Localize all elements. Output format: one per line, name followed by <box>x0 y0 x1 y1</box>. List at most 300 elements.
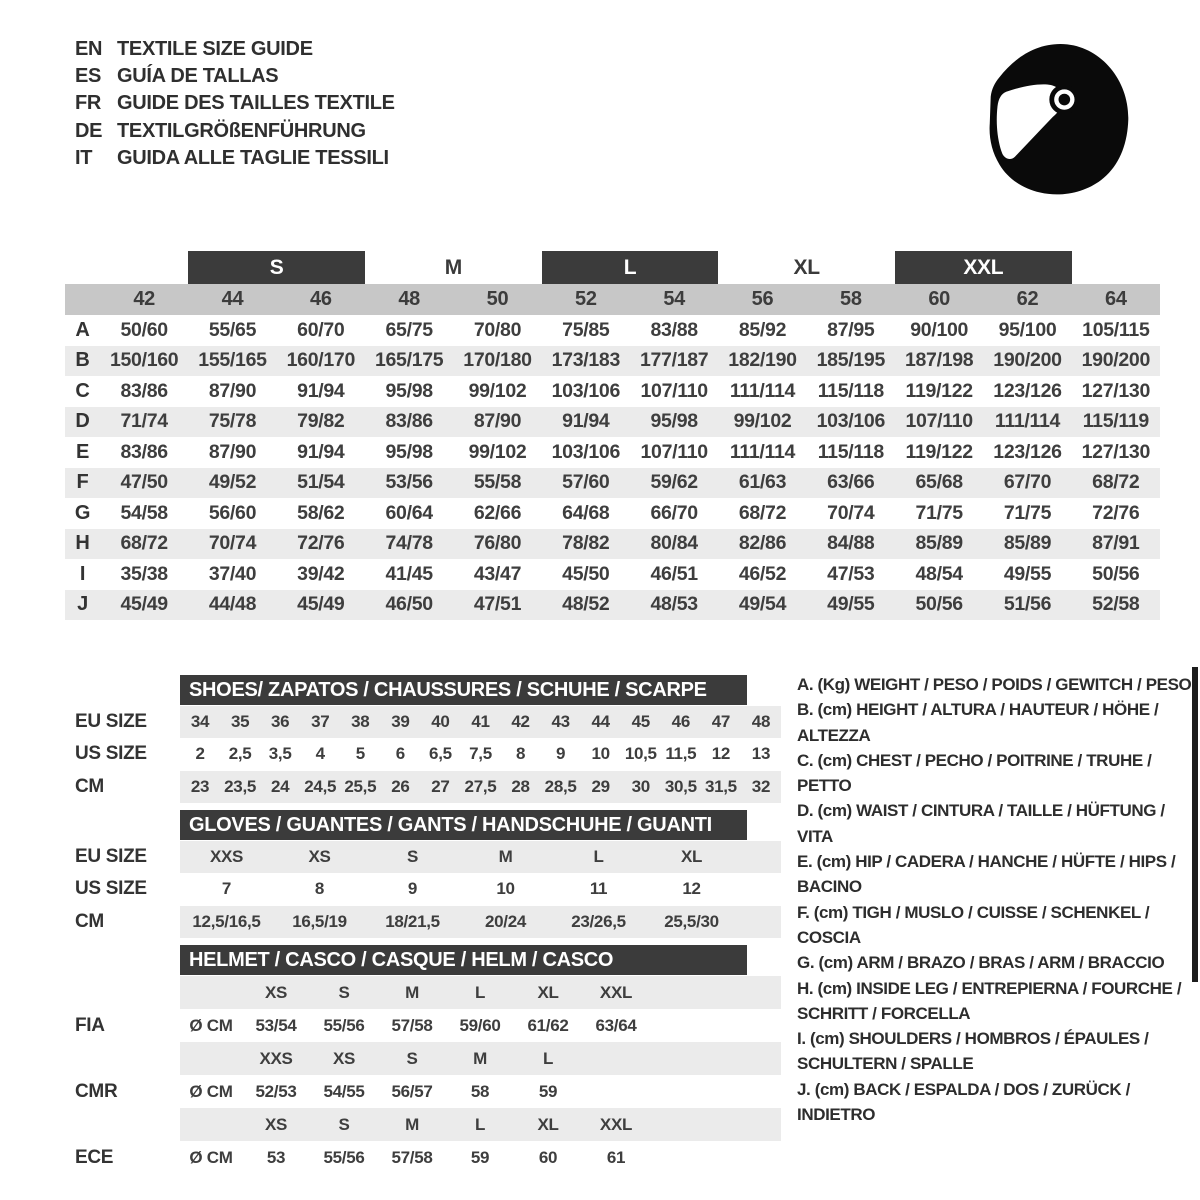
measure-value-cell: 83/88 <box>650 318 698 341</box>
size-cell: M <box>405 1114 419 1134</box>
size-cell: 55/56 <box>323 1015 365 1035</box>
language-code: ES <box>75 65 102 88</box>
measure-value-cell: 70/80 <box>473 318 522 341</box>
measure-value-cell: 49/55 <box>1003 562 1052 585</box>
measure-value-cell: 75/78 <box>208 410 257 433</box>
size-cell: 8 <box>314 879 325 899</box>
row-cells <box>180 906 781 938</box>
page-edge-line <box>1192 667 1198 982</box>
measure-row <box>65 315 1160 346</box>
row-label: CM <box>75 775 104 797</box>
size-cell: 43 <box>551 712 570 732</box>
size-cell: 7,5 <box>469 744 492 764</box>
row-label: US SIZE <box>75 743 147 765</box>
size-cell: 57/58 <box>391 1015 433 1035</box>
size-cell: 11,5 <box>665 744 697 764</box>
measure-value-cell: 177/187 <box>639 349 709 372</box>
size-group-label: L <box>542 251 719 284</box>
shoes-table-title: SHOES/ ZAPATOS / CHAUSSURES / SCHUHE / SCARPE <box>180 675 747 705</box>
row-cells <box>180 738 781 770</box>
measure-key-cell: H <box>75 532 90 555</box>
measure-value-cell: 160/170 <box>286 349 356 372</box>
table-row <box>75 1009 781 1042</box>
legend-item <box>797 1026 1197 1077</box>
row-cells <box>180 771 781 803</box>
measure-value-cell: 103/106 <box>551 379 621 402</box>
gloves-rows <box>75 841 781 938</box>
size-cell: S <box>406 1048 418 1068</box>
measure-row <box>65 529 1160 560</box>
language-code: DE <box>75 119 103 142</box>
legend-item <box>797 976 1197 1027</box>
gloves-table-title: GLOVES / GUANTES / GANTS / HANDSCHUHE / GUANTI <box>180 810 747 840</box>
language-row <box>75 90 395 117</box>
size-number-cell: 54 <box>663 288 685 310</box>
measure-value-cell: 111/114 <box>729 440 796 463</box>
size-number-cell: 42 <box>133 288 155 310</box>
racing-helmet-icon <box>982 36 1137 196</box>
measure-key-cell: E <box>75 440 90 463</box>
table-row <box>75 1075 781 1108</box>
measure-value-cell: 187/198 <box>904 349 974 372</box>
legend-line: J. (cm) BACK / ESPALDA / DOS / ZURÜCK / INDIETRO <box>797 1079 1130 1125</box>
row-label: EU SIZE <box>75 711 147 733</box>
measure-value-cell: 111/114 <box>994 410 1061 433</box>
legend-item <box>797 697 1197 748</box>
row-cells <box>180 1141 781 1174</box>
measure-value-cell: 85/92 <box>738 318 787 341</box>
measure-value-cell: 47/51 <box>473 593 522 616</box>
measure-value-cell: 103/106 <box>551 440 621 463</box>
shoes-rows <box>75 706 781 803</box>
measure-key-cell: I <box>79 562 86 585</box>
size-cell <box>582 1042 650 1075</box>
measure-value-cell: 111/114 <box>729 379 796 402</box>
measure-value-cell: 87/95 <box>827 318 875 341</box>
language-label: TEXTILGRÖßENFÜHRUNG <box>117 119 366 142</box>
measure-value-cell: 87/90 <box>473 410 522 433</box>
size-cell: XXL <box>599 982 633 1002</box>
size-cell: 4 <box>315 744 325 764</box>
row-cells <box>180 1042 781 1075</box>
size-cell: M <box>405 982 419 1002</box>
measure-row <box>65 376 1160 407</box>
measurement-rows <box>65 315 1160 620</box>
measure-value-cell: 50/56 <box>915 593 963 616</box>
measure-value-cell: 45/49 <box>297 593 345 616</box>
measure-key-cell: B <box>75 349 90 372</box>
measure-value-cell: 190/200 <box>993 349 1062 372</box>
measure-value-cell: 90/100 <box>910 318 969 341</box>
size-cell: 59/60 <box>459 1015 501 1035</box>
measure-value-cell: 49/54 <box>738 593 787 616</box>
measure-value-cell: 107/110 <box>905 410 973 433</box>
measure-value-cell: 53/56 <box>385 471 433 494</box>
size-cell: 59 <box>538 1081 558 1101</box>
legend-line: G. (cm) ARM / BRAZO / BRAS / ARM / BRACCIO <box>797 953 1165 973</box>
size-cell: 8 <box>515 744 526 764</box>
measure-value-cell: 127/130 <box>1081 440 1151 463</box>
legend-item <box>797 900 1197 951</box>
measure-value-cell: 83/86 <box>120 379 168 402</box>
row-label: CM <box>75 910 104 932</box>
measure-value-cell: 87/90 <box>208 440 257 463</box>
size-cell: 39 <box>391 712 410 732</box>
size-cell: 38 <box>351 712 370 732</box>
size-cell: 35 <box>230 712 250 732</box>
language-label: GUIDA ALLE TAGLIE TESSILI <box>117 146 389 169</box>
size-cell: 40 <box>431 712 450 732</box>
language-label: TEXTILE SIZE GUIDE <box>117 38 313 61</box>
table-row <box>75 906 781 938</box>
size-cell: 56/57 <box>391 1081 433 1101</box>
measure-value-cell: 67/70 <box>1003 471 1052 494</box>
measure-value-cell: 78/82 <box>562 532 610 555</box>
measure-value-cell: 95/98 <box>385 440 433 463</box>
measure-value-cell: 71/74 <box>120 410 168 433</box>
measure-value-cell: 165/175 <box>374 349 444 372</box>
size-cell: 18/21,5 <box>385 911 440 931</box>
measure-value-cell: 99/102 <box>468 379 527 402</box>
table-row <box>75 771 781 803</box>
legend-item <box>797 748 1197 799</box>
measure-value-cell: 39/42 <box>297 562 345 585</box>
language-label: GUÍA DE TALLAS <box>117 65 279 88</box>
size-cell: 6,5 <box>429 744 452 764</box>
measure-value-cell: 173/183 <box>551 349 621 372</box>
size-cell: L <box>474 982 486 1002</box>
size-cell: Ø CM <box>189 1081 233 1101</box>
measure-value-cell: 61/63 <box>738 471 787 494</box>
measure-value-cell: 91/94 <box>562 410 610 433</box>
size-cell: 24 <box>271 776 290 796</box>
measure-value-cell: 95/98 <box>650 410 698 433</box>
measure-value-cell: 115/119 <box>1082 410 1149 433</box>
size-cell: Ø CM <box>189 1015 233 1035</box>
size-cell: 16,5/19 <box>292 911 347 931</box>
measure-value-cell: 71/75 <box>1003 501 1052 524</box>
size-cell: 25,5/30 <box>664 911 719 931</box>
measure-value-cell: 95/100 <box>998 318 1057 341</box>
row-cells <box>180 1009 781 1042</box>
measure-value-cell: 50/60 <box>120 318 168 341</box>
measure-value-cell: 60/64 <box>385 501 433 524</box>
helmet-rows <box>75 976 781 1175</box>
measure-value-cell: 91/94 <box>297 440 345 463</box>
size-number-cell: 46 <box>310 288 332 310</box>
size-cell: 23,5 <box>224 776 257 796</box>
measure-value-cell: 82/86 <box>738 532 787 555</box>
size-cell: M <box>498 847 513 867</box>
size-cell: 25,5 <box>344 776 377 796</box>
row-cells <box>180 1108 781 1141</box>
size-group-label: M <box>444 255 462 279</box>
measure-value-cell: 70/74 <box>827 501 875 524</box>
row-cells <box>180 706 781 738</box>
measure-value-cell: 83/86 <box>385 410 433 433</box>
size-cell: 57/58 <box>391 1148 433 1168</box>
size-cell: 10 <box>496 879 515 899</box>
size-cell: XL <box>537 982 559 1002</box>
size-number-cell: 50 <box>486 288 509 310</box>
legend-line: B. (cm) HEIGHT / ALTURA / HAUTEUR / HÖHE / ALTEZZA <box>797 700 1159 745</box>
measure-value-cell: 107/110 <box>640 440 708 463</box>
corner-cell <box>65 284 100 315</box>
size-cell: 28 <box>511 776 530 796</box>
measure-value-cell: 48/53 <box>650 593 698 616</box>
helmet-table-title: HELMET / CASCO / CASQUE / HELM / CASCO <box>180 945 747 975</box>
size-cell: 6 <box>395 744 405 764</box>
measure-value-cell: 64/68 <box>562 501 610 524</box>
size-cell: 61/62 <box>527 1015 569 1035</box>
size-cell: 30 <box>631 776 650 796</box>
size-cell: 37 <box>311 712 330 732</box>
size-group-label: S <box>188 251 365 284</box>
legend-line: I. (cm) SHOULDERS / HOMBROS / ÉPAULES / <box>797 1029 1149 1049</box>
measure-value-cell: 119/122 <box>905 440 973 463</box>
measure-value-cell: 63/66 <box>827 471 875 494</box>
language-row <box>75 118 395 145</box>
measure-value-cell: 182/190 <box>728 349 797 372</box>
measure-value-cell: 87/90 <box>208 379 257 402</box>
measure-value-cell: 57/60 <box>562 471 610 494</box>
measure-value-cell: 87/91 <box>1092 532 1140 555</box>
measure-value-cell: 185/195 <box>816 349 886 372</box>
measure-value-cell: 119/122 <box>905 379 973 402</box>
size-cell: 10,5 <box>624 744 657 764</box>
language-label: GUIDE DES TAILLES TEXTILE <box>117 92 395 115</box>
measure-value-cell: 150/160 <box>109 349 179 372</box>
measure-value-cell: 55/65 <box>208 318 257 341</box>
size-cell: 7 <box>221 879 232 899</box>
size-cell: XS <box>264 1114 288 1134</box>
table-row <box>75 706 781 738</box>
size-cell: 48 <box>751 712 771 732</box>
size-number-cell: 44 <box>221 288 244 310</box>
measure-key-cell: F <box>76 471 89 494</box>
row-label: CMR <box>75 1080 118 1102</box>
measure-value-cell: 62/66 <box>473 501 522 524</box>
size-cell: 45 <box>631 712 650 732</box>
legend-item <box>797 1077 1197 1128</box>
row-label: FIA <box>75 1014 105 1036</box>
measure-value-cell: 58/62 <box>297 501 345 524</box>
measure-value-cell: 51/56 <box>1003 593 1052 616</box>
size-cell: 44 <box>591 712 610 732</box>
measure-value-cell: 127/130 <box>1081 379 1151 402</box>
legend-line: H. (cm) INSIDE LEG / ENTREPIERNA / FOURCHE / <box>797 978 1182 998</box>
row-cells <box>180 873 781 905</box>
legend-line: C. (cm) CHEST / PECHO / POITRINE / TRUHE / PETTO <box>797 750 1152 796</box>
measure-value-cell: 35/38 <box>120 562 168 585</box>
measure-value-cell: 72/76 <box>1092 501 1140 524</box>
size-cell: 9 <box>556 744 566 764</box>
legend-line: E. (cm) HIP / CADERA / HANCHE / HÜFTE / HIPS / BACINO <box>797 852 1176 897</box>
legend-item <box>797 950 1197 975</box>
numeric-size-band <box>65 284 1160 315</box>
legend-item <box>797 672 1197 697</box>
size-number-cell: 62 <box>1016 288 1039 310</box>
row-label: ECE <box>75 1147 114 1169</box>
measure-value-cell: 76/80 <box>473 532 522 555</box>
size-cell: 12 <box>711 744 731 764</box>
size-cell: XL <box>537 1114 559 1134</box>
measure-value-cell: 48/52 <box>562 593 610 616</box>
size-cell: 13 <box>751 744 771 764</box>
size-cell: 53 <box>266 1148 286 1168</box>
size-cell: 23/26,5 <box>571 911 626 931</box>
size-cell: 52/53 <box>255 1081 297 1101</box>
row-cells <box>180 1075 781 1108</box>
size-cell: XXL <box>599 1114 633 1134</box>
measure-value-cell: 155/165 <box>198 349 267 372</box>
measure-value-cell: 170/180 <box>463 349 532 372</box>
size-cell: 54/55 <box>323 1081 365 1101</box>
measure-value-cell: 47/53 <box>827 562 875 585</box>
row-cells <box>180 841 781 873</box>
size-cell: XL <box>680 847 703 867</box>
size-group-label: XL <box>793 255 820 279</box>
measure-key-cell: G <box>74 501 91 524</box>
size-cell: 12 <box>682 879 701 899</box>
measure-value-cell: 66/70 <box>650 501 698 524</box>
measure-value-cell: 74/78 <box>385 532 433 555</box>
measure-row <box>65 590 1160 621</box>
measure-value-cell: 115/118 <box>817 379 884 402</box>
measure-value-cell: 55/58 <box>473 471 522 494</box>
size-cell: 28,5 <box>544 776 577 796</box>
measure-key-cell: D <box>75 410 90 433</box>
measure-value-cell: 47/50 <box>120 471 168 494</box>
measure-value-cell: 103/106 <box>816 410 886 433</box>
size-cell: 55/56 <box>323 1148 365 1168</box>
measure-value-cell: 107/110 <box>640 379 708 402</box>
size-cell: XXS <box>209 847 244 867</box>
size-cell: 36 <box>271 712 290 732</box>
measure-key-cell: J <box>77 593 88 616</box>
measure-value-cell: 84/88 <box>827 532 875 555</box>
table-row <box>75 1141 781 1174</box>
row-label <box>75 1108 180 1141</box>
measure-value-cell: 52/58 <box>1092 593 1140 616</box>
size-cell <box>180 976 242 1009</box>
measure-value-cell: 80/84 <box>650 532 698 555</box>
measure-key-cell: A <box>75 318 90 341</box>
measure-row <box>65 559 1160 590</box>
legend-item <box>797 798 1197 849</box>
size-cell: XS <box>308 847 331 867</box>
size-cell: 3,5 <box>268 744 292 764</box>
size-cell: 60 <box>538 1148 558 1168</box>
size-cell <box>180 1108 242 1141</box>
table-row <box>75 738 781 770</box>
row-label: US SIZE <box>75 878 147 900</box>
measure-value-cell: 45/50 <box>562 562 610 585</box>
size-number-cell: 60 <box>928 288 950 310</box>
size-cell: 30,5 <box>664 776 697 796</box>
measure-value-cell: 68/72 <box>738 501 787 524</box>
measure-value-cell: 43/47 <box>473 562 522 585</box>
size-cell: S <box>338 982 350 1002</box>
row-label <box>75 1042 180 1075</box>
size-group-label: XXL <box>895 251 1072 284</box>
measure-value-cell: 56/60 <box>208 501 257 524</box>
size-cell: 23 <box>190 776 210 796</box>
measure-value-cell: 59/62 <box>650 471 698 494</box>
size-cell: 59 <box>470 1148 490 1168</box>
size-cell: 46 <box>671 712 690 732</box>
size-cell: 47 <box>711 712 731 732</box>
measure-value-cell: 85/89 <box>915 532 963 555</box>
table-row <box>75 976 781 1009</box>
language-title-list <box>75 36 395 172</box>
size-number-cell: 48 <box>398 288 420 310</box>
size-cell: 63/64 <box>595 1015 637 1035</box>
measure-value-cell: 70/74 <box>208 532 257 555</box>
measure-value-cell: 51/54 <box>297 471 345 494</box>
measure-row <box>65 407 1160 438</box>
measure-value-cell: 123/126 <box>993 379 1062 402</box>
measure-value-cell: 44/48 <box>208 593 257 616</box>
size-cell: 20/24 <box>484 911 527 931</box>
size-cell: 10 <box>591 744 610 764</box>
measure-value-cell: 95/98 <box>385 379 433 402</box>
size-cell: 29 <box>591 776 610 796</box>
measure-value-cell: 85/89 <box>1003 532 1052 555</box>
size-cell: 27,5 <box>464 776 497 796</box>
measure-value-cell: 54/58 <box>120 501 168 524</box>
size-cell: 42 <box>511 712 530 732</box>
size-number-cell: 58 <box>840 288 862 310</box>
measure-row <box>65 468 1160 499</box>
size-cell: L <box>474 1114 486 1134</box>
size-number-cell: 56 <box>751 288 774 310</box>
measure-value-cell: 37/40 <box>208 562 257 585</box>
row-cells <box>180 976 781 1009</box>
measure-value-cell: 48/54 <box>915 562 963 585</box>
language-row <box>75 63 395 90</box>
size-cell: 34 <box>190 712 210 732</box>
size-cell: XXS <box>259 1048 293 1068</box>
table-row <box>75 1108 781 1141</box>
size-cell: 41 <box>471 712 490 732</box>
measure-value-cell: 41/45 <box>385 562 433 585</box>
size-cell: 2 <box>195 744 205 764</box>
size-cell: L <box>593 847 604 867</box>
table-row <box>75 841 781 873</box>
legend-line: D. (cm) WAIST / CINTURA / TAILLE / HÜFTUNG / VITA <box>797 801 1165 846</box>
size-cell: M <box>473 1048 487 1068</box>
size-cell: S <box>406 847 419 867</box>
table-row <box>75 1042 781 1075</box>
size-cell: 26 <box>391 776 410 796</box>
measure-value-cell: 65/75 <box>385 318 433 341</box>
textile-size-table <box>65 251 1160 620</box>
size-number-cell: 52 <box>575 288 597 310</box>
measure-value-cell: 46/51 <box>650 562 698 585</box>
legend-line: SCHRITT / FORCELLA <box>797 1003 971 1023</box>
measure-value-cell: 72/76 <box>297 532 345 555</box>
measure-value-cell: 49/55 <box>827 593 875 616</box>
size-cell: S <box>338 1114 350 1134</box>
measure-value-cell: 91/94 <box>297 379 345 402</box>
measure-value-cell: 50/56 <box>1092 562 1140 585</box>
measure-value-cell: 99/102 <box>468 440 527 463</box>
language-code: IT <box>75 146 93 169</box>
language-code: FR <box>75 92 102 115</box>
measure-value-cell: 68/72 <box>1092 471 1140 494</box>
size-cell: L <box>542 1048 554 1068</box>
